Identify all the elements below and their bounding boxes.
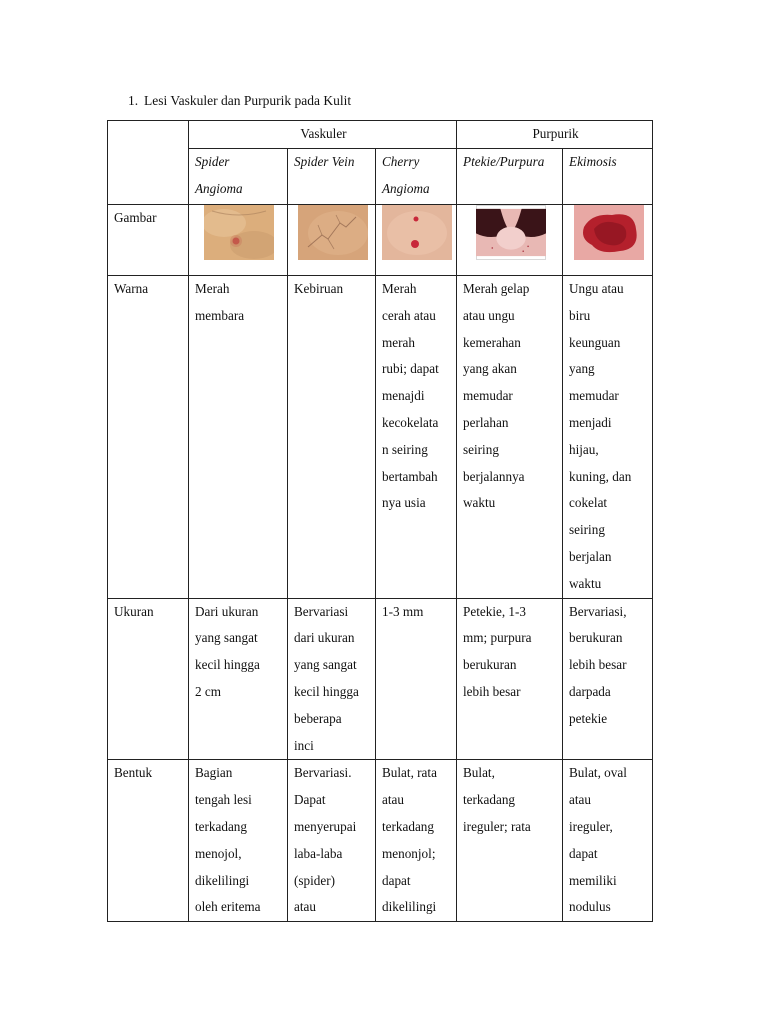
table-row-warna (108, 276, 653, 599)
cell-text-line: beberapa (294, 710, 342, 726)
cell-text-line: Bulat, rata (382, 765, 437, 781)
column-header: Ekimosis (563, 149, 653, 205)
image-cell (288, 205, 376, 276)
cell-text-line: terkadang (382, 818, 434, 834)
cell-text-line: kecokelata (382, 414, 439, 430)
cell-text-line: (spider) (294, 872, 336, 888)
table-cell (457, 276, 563, 599)
spider-angioma-photo (204, 205, 274, 260)
cell-text-line: kecil hingga (195, 657, 260, 673)
cell-text-line: seiring (463, 441, 499, 457)
column-header: Spider Angioma (189, 149, 288, 205)
table-cell (563, 598, 653, 760)
column-header: Cherry Angioma (376, 149, 457, 205)
table-row-bentuk (108, 760, 653, 922)
cell-text-line: lebih besar (463, 683, 521, 699)
cell-text-line: lebih besar (569, 657, 627, 673)
cell-text-line: waktu (569, 575, 602, 591)
cell-text-line: atau (294, 899, 316, 915)
cell-text-line: hijau, (569, 441, 599, 457)
cell-text-line: yang sangat (195, 630, 258, 646)
table-cell (189, 760, 288, 922)
cell-text-line: berukuran (569, 630, 623, 646)
section-heading (128, 92, 351, 110)
table-cell (457, 760, 563, 922)
cell-text-line: berjalannya (463, 468, 525, 484)
cell-text-line: ireguler, (569, 818, 613, 834)
cell-text-line: Merah gelap (463, 281, 530, 296)
cell-text-line: dari ukuran (294, 630, 355, 646)
cell-text-line: atau ungu (463, 307, 515, 323)
cell-text-line: Merah (382, 281, 417, 296)
cell-text-line: terkadang (463, 792, 516, 808)
cell-text-line: waktu (463, 495, 496, 511)
cell-text-line: oleh eritema (195, 899, 261, 915)
image-cell (189, 205, 288, 276)
cell-text-line: Dapat (294, 792, 326, 808)
cell-text-line: mm; purpura (463, 630, 532, 646)
cell-text-line: berukuran (463, 657, 517, 673)
table-cell (288, 598, 376, 760)
cell-text-line: Petekie, 1-3 (463, 603, 527, 619)
cell-text-line: membara (195, 307, 245, 323)
cell-text-line: laba-laba (294, 845, 343, 861)
ptekie-purpura-photo (476, 205, 546, 260)
cell-text-line: yang (569, 361, 595, 377)
column-header: Ptekie/Purpura (457, 149, 563, 205)
column-header: Spider Vein (288, 149, 376, 205)
cell-text-line: kemerahan (463, 334, 521, 350)
group-vaskuler: Vaskuler (189, 121, 457, 149)
cell-text-line: menonjol; (382, 845, 436, 861)
cell-text-line: dapat (569, 845, 598, 861)
cell-text-line: kecil hingga (294, 683, 359, 699)
table-cell (563, 760, 653, 922)
cell-text-line: merah (382, 334, 415, 350)
row-label: Warna (108, 276, 189, 599)
section-title: Lesi Vaskuler dan Purpurik pada Kulit (144, 93, 352, 108)
cell-text-line: kuning, dan (569, 468, 632, 484)
cell-text-line: dapat (382, 872, 411, 888)
cell-text-line: terkadang (195, 818, 247, 834)
row-label: Bentuk (108, 760, 189, 922)
cell-text-line: cerah atau (382, 307, 436, 323)
ekimosis-photo (574, 205, 644, 260)
cell-text-line: Merah (195, 281, 230, 296)
group-purpurik: Purpurik (457, 121, 653, 149)
cell-text-line: Dari ukuran (195, 603, 259, 619)
table-row-gambar (108, 205, 653, 276)
cell-text-line: yang sangat (294, 657, 357, 673)
cell-text-line: nya usia (382, 495, 426, 511)
row-label: Ukuran (108, 598, 189, 760)
table-cell (288, 276, 376, 599)
cell-text-line: Bervariasi, (569, 603, 627, 619)
table-cell (457, 598, 563, 760)
corner-cell (108, 121, 189, 205)
cell-text-line: Ungu atau (569, 281, 624, 296)
image-cell (563, 205, 653, 276)
cell-text-line: bertambah (382, 468, 438, 484)
cherry-angioma-photo (382, 205, 452, 260)
image-cell (376, 205, 457, 276)
cell-text-line: n seiring (382, 441, 428, 457)
cell-text-line: menyerupai (294, 818, 357, 834)
cell-text-line: atau (382, 792, 404, 808)
cell-text-line: Bulat, (463, 765, 495, 781)
cell-text-line: berjalan (569, 548, 612, 564)
cell-text-line: keunguan (569, 334, 621, 350)
cell-text-line: Kebiruan (294, 281, 344, 296)
table-cell (189, 276, 288, 599)
cell-text-line: inci (294, 737, 314, 753)
cell-text-line: memudar (569, 388, 619, 404)
table-row-ukuran (108, 598, 653, 760)
cell-text-line: Bervariasi. (294, 765, 352, 781)
cell-text-line: menajdi (382, 388, 425, 404)
table-cell (288, 760, 376, 922)
cell-text-line: atau (569, 792, 591, 808)
cell-text-line: nodulus (569, 899, 611, 915)
cell-text-line: cokelat (569, 495, 608, 511)
table-cell (376, 760, 457, 922)
row-label: Gambar (108, 205, 189, 276)
table-cell (563, 276, 653, 599)
cell-text-line: petekie (569, 710, 608, 726)
cell-text-line: darpada (569, 683, 611, 699)
cell-text-line: yang akan (463, 361, 517, 377)
cell-text-line: rubi; dapat (382, 361, 439, 377)
cell-text-line: memiliki (569, 872, 617, 888)
cell-text-line: 2 cm (195, 683, 222, 699)
image-cell (457, 205, 563, 276)
table-cell (376, 598, 457, 760)
section-number: 1. (128, 93, 139, 108)
cell-text-line: ireguler; rata (463, 818, 531, 834)
table-cell (189, 598, 288, 760)
spider-vein-photo (298, 205, 368, 260)
cell-text-line: perlahan (463, 414, 509, 430)
cell-text-line: dikelilingi (195, 872, 250, 888)
table-column-header-row (108, 149, 653, 205)
cell-text-line: memudar (463, 388, 513, 404)
table-cell (376, 276, 457, 599)
cell-text-line: Bervariasi (294, 603, 349, 619)
table-group-header-row (108, 121, 653, 149)
cell-text-line: dikelilingi (382, 899, 437, 915)
cell-text-line: 1-3 mm (382, 603, 424, 619)
cell-text-line: tengah lesi (195, 792, 252, 808)
cell-text-line: Bagian (195, 765, 233, 781)
cell-text-line: menjadi (569, 414, 612, 430)
cell-text-line: biru (569, 307, 591, 323)
cell-text-line: seiring (569, 522, 605, 538)
cell-text-line: menojol, (195, 845, 242, 861)
lesion-table (107, 120, 653, 922)
cell-text-line: Bulat, oval (569, 765, 627, 781)
